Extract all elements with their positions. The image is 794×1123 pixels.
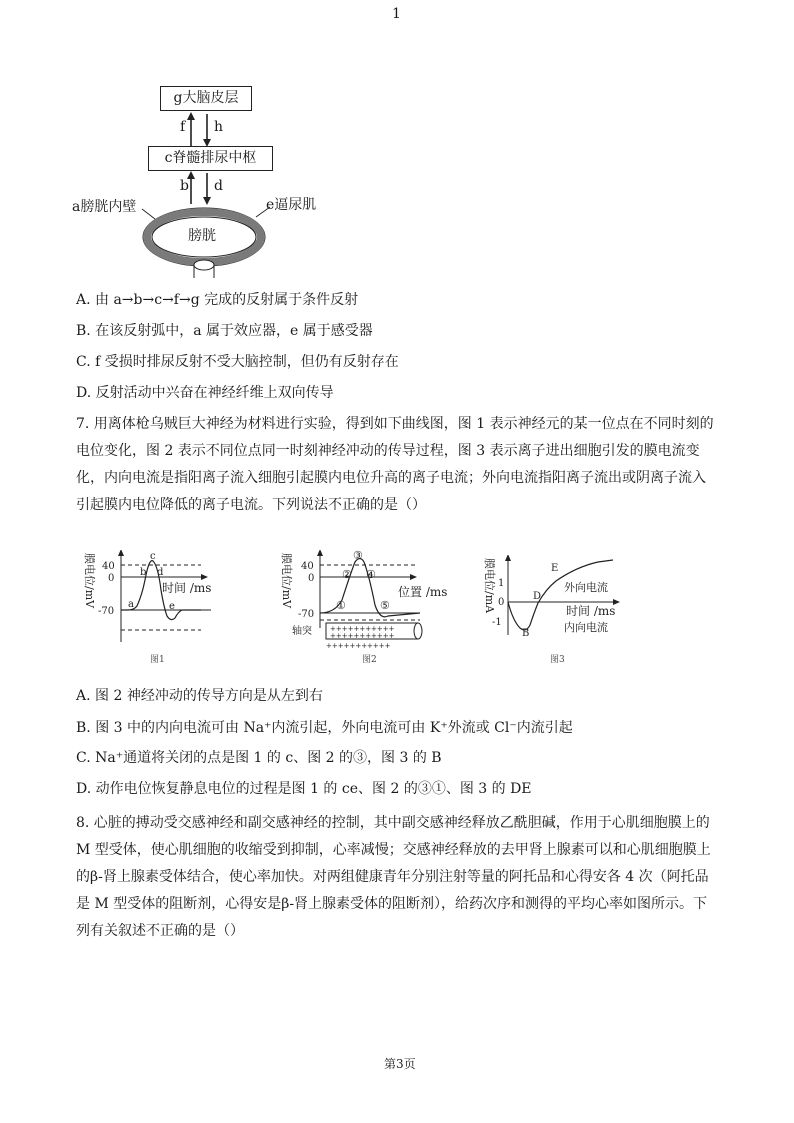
spinal-center-box: c脊髓排尿中枢 — [148, 146, 273, 171]
fig3-outward-label: 外向电流 — [564, 581, 608, 594]
fig2-axon-charges-bottom: +++++++++++ — [326, 642, 391, 650]
fig2-point-5: ⑤ — [380, 599, 390, 612]
fig1-point-e: e — [169, 601, 175, 612]
q6-option-c: C. f 受损时排尿反射不受大脑控制，但仍有反射存在 — [76, 354, 399, 370]
page-number: 1 — [392, 6, 401, 22]
fig3-xlabel: 时间 /ms — [566, 604, 616, 618]
label-detrusor-muscle: e逼尿肌 — [266, 197, 317, 213]
q7-option-d: D. 动作电位恢复静息电位的过程是图 1 的 ce、图 2 的③①、图 3 的 DE — [76, 781, 532, 797]
label-h: h — [214, 119, 224, 135]
q7-stem: 7. 用离体枪乌贼巨大神经为材料进行实验，得到如下曲线图，图 1 表示神经元的某一位点在不同时刻的电位变化，图 2 表示不同位点同一时刻神经冲动的传导过程，图 3 表示离子进出细胞引发的膜电流变化，内向电流是指阳离子流入细胞引起膜内电位升高的离子电流；外向电流指阳离子流出或阴离子流入引起膜内电位降低的离子电流。下列说法不正确的是（） — [76, 416, 714, 513]
label-bladder: 膀胱 — [188, 228, 216, 244]
fig3-point-D: D — [533, 591, 542, 602]
figure-2-impulse-conduction — [280, 550, 455, 662]
fig2-xlabel: 位置 /ms — [398, 585, 448, 599]
fig2-point-2: ② — [342, 568, 352, 581]
fig3-ylabel: 膜电位/mA — [483, 558, 496, 614]
fig2-point-4: ④ — [366, 568, 376, 581]
cortex-box: g大脑皮层 — [160, 86, 252, 111]
q6-option-a: A. 由 a→b→c→f→g 完成的反射属于条件反射 — [76, 292, 359, 308]
fig3-point-E: E — [551, 563, 559, 574]
page-footer-label: 第3页 — [384, 1057, 416, 1071]
fig1-y-70: -70 — [98, 606, 115, 617]
fig2-ylabel: 膜电位/mV — [280, 553, 293, 609]
q7-option-a: A. 图 2 神经冲动的传导方向是从左到右 — [76, 688, 323, 704]
fig1-caption: 图1 — [150, 655, 165, 665]
fig1-point-b: b — [140, 567, 147, 578]
label-f: f — [180, 119, 186, 135]
label-d: d — [214, 178, 223, 194]
q8-stem: 8. 心脏的搏动受交感神经和副交感神经的控制，其中副交感神经释放乙酰胆碱，作用于心肌细胞膜上的 M 型受体，使心肌细胞的收缩受到抑制，心率减慢；交感神经释放的去甲肾上腺素可以和心肌细胞膜上的β-肾上腺素受体结合，使心率加快。对两组健康青年分别注射等量的阿托品和心得安各 4 次（阿托品是 M 型受体的阻断剂，心得安是β-肾上腺素受体的阻断剂），给药次序和测得的平均心率如图所示。下列有关叙述不正确的是（） — [76, 815, 711, 939]
figure-1-membrane-potential — [76, 550, 236, 660]
fig3-inward-label: 内向电流 — [564, 621, 608, 634]
fig1-point-d: d — [157, 567, 164, 578]
q6-option-b: B. 在该反射弧中，a 属于效应器，e 属于感受器 — [76, 323, 373, 339]
fig1-point-c: c — [150, 551, 156, 562]
q7-option-c: C. Na⁺通道将关闭的点是图 1 的 c、图 2 的③，图 3 的 B — [76, 750, 442, 766]
fig2-axon-charges-top: +++++++++++ — [330, 625, 395, 633]
fig3-caption: 图3 — [550, 655, 565, 665]
fig3-y-1: -1 — [492, 617, 502, 628]
fig2-point-1: ① — [336, 599, 346, 612]
fig2-y40: 40 — [301, 561, 314, 572]
fig3-point-B: B — [522, 628, 530, 639]
fig1-y40: 40 — [102, 561, 115, 572]
fig2-y-70: -70 — [298, 609, 315, 620]
q7-option-b: B. 图 3 中的内向电流可由 Na⁺内流引起，外向电流可由 K⁺外流或 Cl⁻内流引起 — [76, 720, 573, 736]
fig1-ylabel: 膜电位/mV — [83, 553, 96, 609]
fig2-y0: 0 — [308, 573, 315, 584]
label-bladder-inner-wall: a膀胱内壁 — [72, 199, 137, 215]
figure-3-membrane-current — [478, 555, 653, 655]
fig1-xlabel: 时间 /ms — [162, 581, 212, 595]
fig1-y0: 0 — [108, 573, 115, 584]
fig2-point-3: ③ — [353, 550, 363, 562]
label-b: b — [180, 178, 189, 194]
fig2-axon-charges-inner: +++++++++++ — [330, 632, 395, 640]
q6-option-d: D. 反射活动中兴奋在神经纤维上双向传导 — [76, 385, 334, 401]
fig3-y1: 1 — [498, 578, 505, 589]
fig2-axon-label: 轴突 — [292, 626, 312, 637]
fig1-point-a: a — [128, 599, 134, 610]
fig3-y0: 0 — [498, 597, 505, 608]
fig2-caption: 图2 — [362, 655, 377, 665]
